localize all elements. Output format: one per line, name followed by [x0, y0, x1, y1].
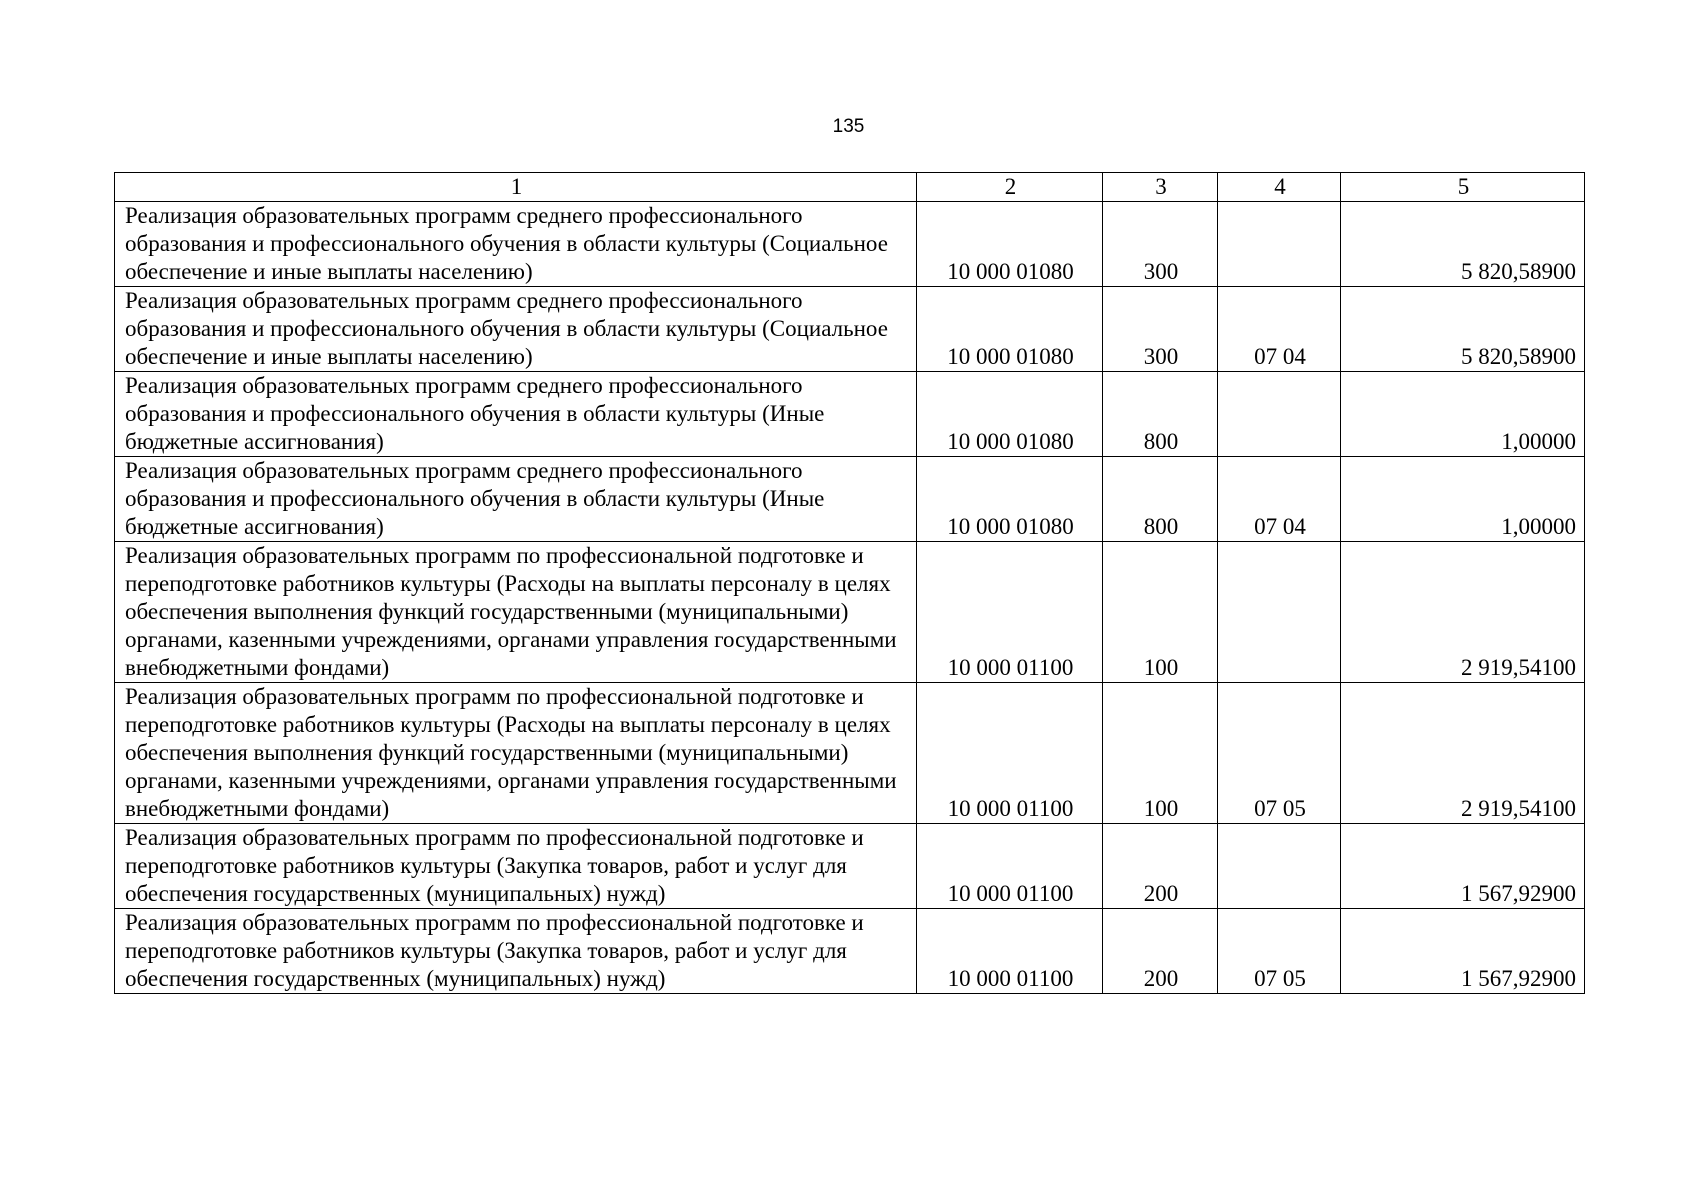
row-description: Реализация образовательных программ среднего профессионального образования и профессионального обучения в области культуры (Социальное обеспечение и иные выплаты населению)	[115, 202, 917, 287]
row-expense-type: 200	[1103, 824, 1218, 909]
row-description: Реализация образовательных программ по профессиональной подготовке и переподготовке работников культуры (Закупка товаров, работ и услуг для обеспечения государственных (муниципальных) нужд)	[115, 824, 917, 909]
column-header-3: 3	[1103, 173, 1218, 202]
row-expense-type: 200	[1103, 909, 1218, 994]
row-description: Реализация образовательных программ по профессиональной подготовке и переподготовке работников культуры (Расходы на выплаты персоналу в целях обеспечения выполнения функций государственными (муниципальными) органами, казенными учреждениями, органами управления государственными внебюджетными фондами)	[115, 542, 917, 683]
row-section: 07 05	[1218, 683, 1341, 824]
row-expense-type: 100	[1103, 542, 1218, 683]
row-description: Реализация образовательных программ среднего профессионального образования и профессионального обучения в области культуры (Иные бюджетные ассигнования)	[115, 372, 917, 457]
table-row	[115, 457, 1585, 542]
column-header-1: 1	[115, 173, 917, 202]
page-number: 135	[832, 116, 865, 137]
row-section	[1218, 542, 1341, 683]
row-amount: 1,00000	[1341, 372, 1585, 457]
table-row	[115, 824, 1585, 909]
row-target-article: 10 000 01100	[917, 824, 1103, 909]
row-amount: 2 919,54100	[1341, 683, 1585, 824]
table-row	[115, 909, 1585, 994]
row-description: Реализация образовательных программ среднего профессионального образования и профессионального обучения в области культуры (Социальное обеспечение и иные выплаты населению)	[115, 287, 917, 372]
row-section: 07 04	[1218, 457, 1341, 542]
column-header-2: 2	[917, 173, 1103, 202]
row-expense-type: 300	[1103, 202, 1218, 287]
table-row	[115, 542, 1585, 683]
row-amount: 1 567,92900	[1341, 909, 1585, 994]
column-header-5: 5	[1341, 173, 1585, 202]
row-description: Реализация образовательных программ по профессиональной подготовке и переподготовке работников культуры (Закупка товаров, работ и услуг для обеспечения государственных (муниципальных) нужд)	[115, 909, 917, 994]
row-target-article: 10 000 01080	[917, 287, 1103, 372]
row-target-article: 10 000 01100	[917, 909, 1103, 994]
row-expense-type: 800	[1103, 457, 1218, 542]
budget-table	[114, 172, 1585, 994]
row-expense-type: 100	[1103, 683, 1218, 824]
header-row	[115, 173, 1585, 202]
table-row	[115, 683, 1585, 824]
row-target-article: 10 000 01100	[917, 683, 1103, 824]
row-amount: 2 919,54100	[1341, 542, 1585, 683]
row-expense-type: 300	[1103, 287, 1218, 372]
row-description: Реализация образовательных программ по профессиональной подготовке и переподготовке работников культуры (Расходы на выплаты персоналу в целях обеспечения выполнения функций государственными (муниципальными) органами, казенными учреждениями, органами управления государственными внебюджетными фондами)	[115, 683, 917, 824]
table-row	[115, 202, 1585, 287]
row-section: 07 05	[1218, 909, 1341, 994]
row-section: 07 04	[1218, 287, 1341, 372]
column-header-4: 4	[1218, 173, 1341, 202]
row-amount: 5 820,58900	[1341, 287, 1585, 372]
row-expense-type: 800	[1103, 372, 1218, 457]
row-target-article: 10 000 01080	[917, 372, 1103, 457]
row-section	[1218, 824, 1341, 909]
row-description: Реализация образовательных программ среднего профессионального образования и профессионального обучения в области культуры (Иные бюджетные ассигнования)	[115, 457, 917, 542]
table-row	[115, 287, 1585, 372]
row-section	[1218, 372, 1341, 457]
row-amount: 1,00000	[1341, 457, 1585, 542]
row-target-article: 10 000 01080	[917, 457, 1103, 542]
table-row	[115, 372, 1585, 457]
row-amount: 1 567,92900	[1341, 824, 1585, 909]
row-target-article: 10 000 01100	[917, 542, 1103, 683]
row-target-article: 10 000 01080	[917, 202, 1103, 287]
row-amount: 5 820,58900	[1341, 202, 1585, 287]
row-section	[1218, 202, 1341, 287]
